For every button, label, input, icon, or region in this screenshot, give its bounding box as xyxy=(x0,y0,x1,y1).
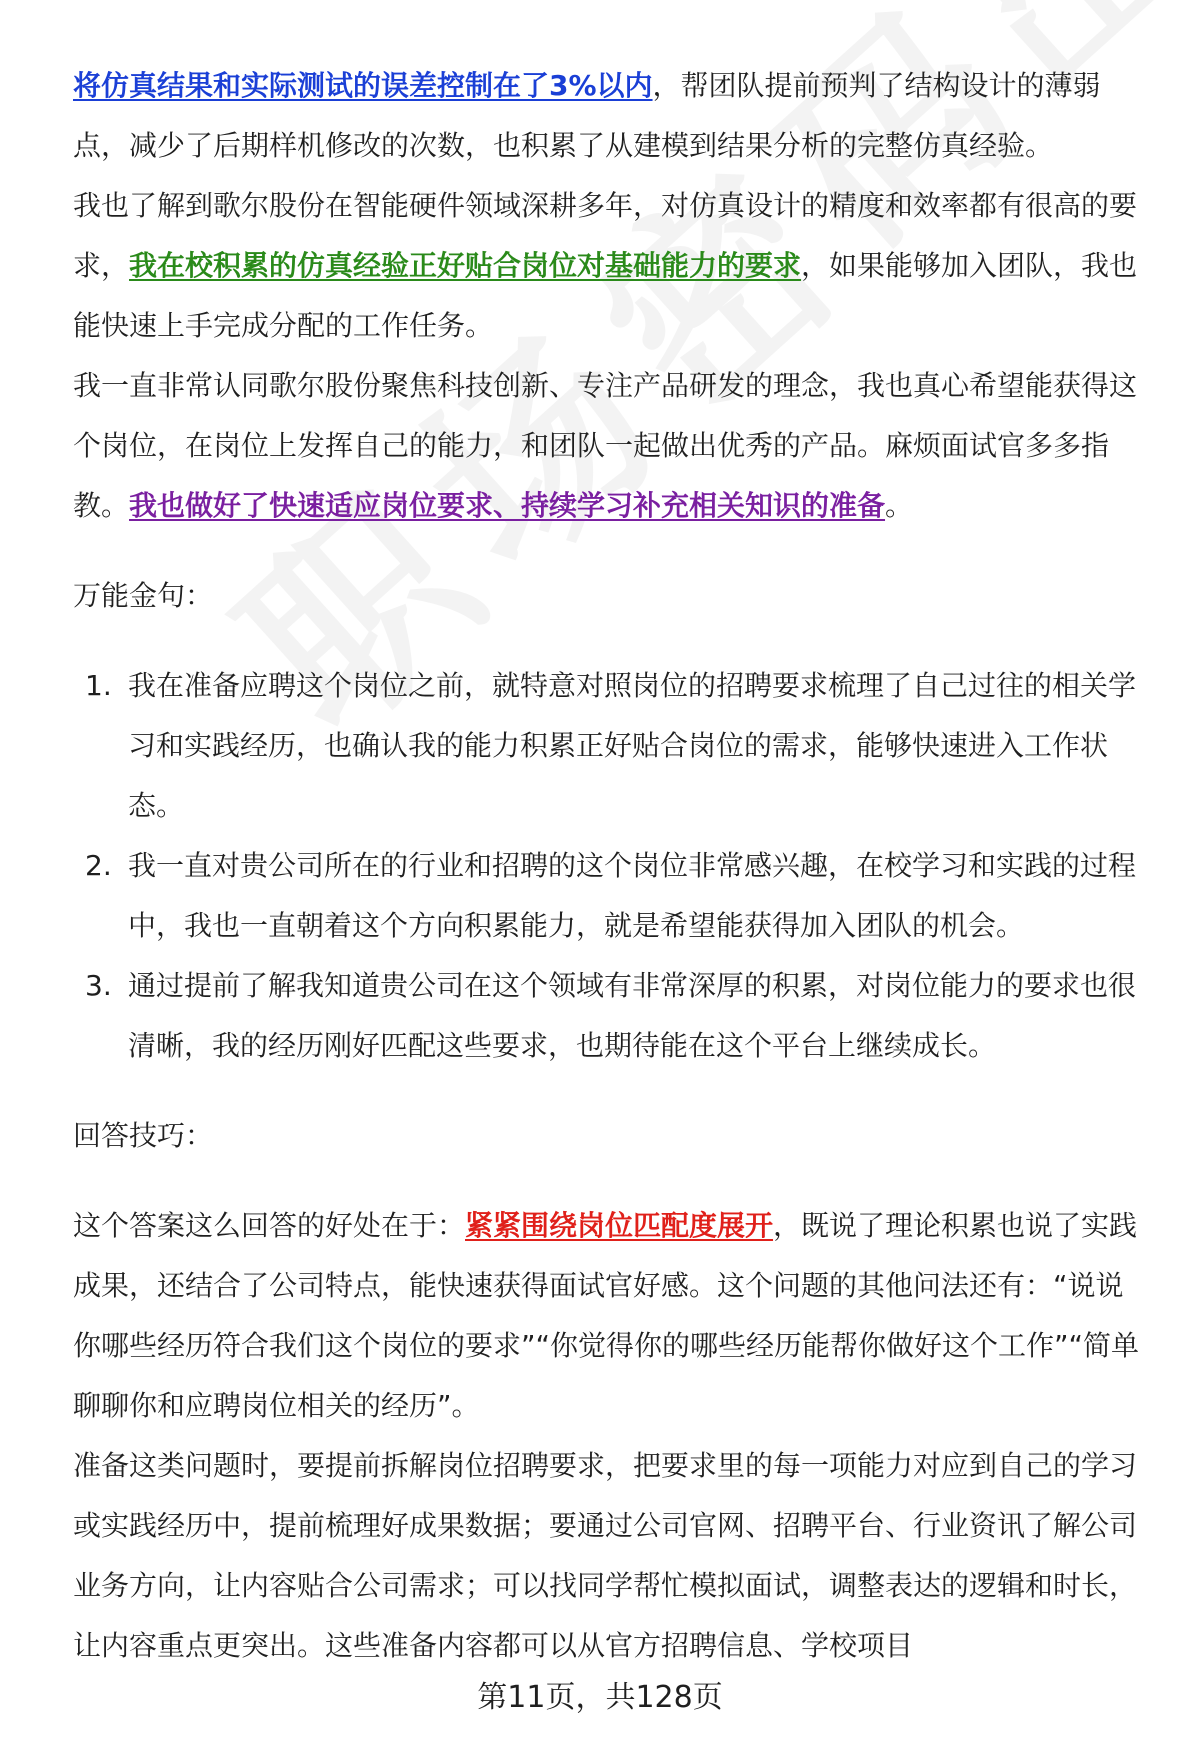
list-item-text: 我在准备应聘这个岗位之前，就特意对照岗位的招聘要求梳理了自己过往的相关学习和实践经历，也确认我的能力积累正好贴合岗位的需求，能够快速进入工作状态。 xyxy=(128,669,1137,822)
list-number: 3. xyxy=(85,969,112,1002)
answer-tips-heading: 回答技巧： xyxy=(73,1119,214,1152)
list-item xyxy=(73,956,1145,1076)
list-item xyxy=(73,656,1145,836)
paragraph-3-pre: 我一直非常认同歌尔股份聚焦科技创新、专注产品研发的理念，我也真心希望能获得这个岗位，在岗位上发挥自己的能力，和团队一起做出优秀的产品。麻烦面试官多多指教。 xyxy=(73,369,1138,522)
paragraph-1 xyxy=(73,56,1145,176)
highlight-purple: 我也做好了快速适应岗位要求、持续学习补充相关知识的准备 xyxy=(129,489,886,522)
page-number: 第11页，共128页 xyxy=(477,1680,723,1715)
paragraph-3-post: 。 xyxy=(885,489,914,522)
golden-sentences-heading: 万能金句： xyxy=(73,579,214,612)
paragraph-2 xyxy=(73,176,1145,356)
document-body xyxy=(73,56,1145,1676)
tips-1-pre: 这个答案这么回答的好处在于： xyxy=(73,1209,466,1242)
list-item-text: 通过提前了解我知道贵公司在这个领域有非常深厚的积累，对岗位能力的要求也很清晰，我的经历刚好匹配这些要求，也期待能在这个平台上继续成长。 xyxy=(128,969,1137,1062)
paragraph-3 xyxy=(73,356,1145,536)
paragraph-2-post: ，如果能够加入团队，我也能快速上手完成分配的工作任务。 xyxy=(73,249,1138,342)
tips-paragraph-2: 准备这类问题时，要提前拆解岗位招聘要求，把要求里的每一项能力对应到自己的学习或实践经历中，提前梳理好成果数据；要通过公司官网、招聘平台、行业资讯了解公司业务方向，让内容贴合公司需求；可以找同学帮忙模拟面试，调整表达的逻辑和时长，让内容重点更突出。这些准备内容都可以从官方招聘信息、学校项目 xyxy=(73,1449,1138,1662)
paragraph-1-text: ，帮团队提前预判了结构设计的薄弱点，减少了后期样机修改的次数，也积累了从建模到结果分析的完整仿真经验。 xyxy=(73,69,1101,162)
golden-sentences-list xyxy=(73,656,1145,1076)
highlight-blue: 将仿真结果和实际测试的误差控制在了3%以内 xyxy=(73,69,653,102)
list-item-text: 我一直对贵公司所在的行业和招聘的这个岗位非常感兴趣，在校学习和实践的过程中，我也一直朝着这个方向积累能力，就是希望能获得加入团队的机会。 xyxy=(128,849,1137,942)
highlight-red: 紧紧围绕岗位匹配度展开 xyxy=(465,1209,774,1242)
list-item xyxy=(73,836,1145,956)
tips-paragraph-1 xyxy=(73,1196,1145,1436)
list-number: 2. xyxy=(85,849,112,882)
list-number: 1. xyxy=(85,669,112,702)
paragraph-2-pre: 我也了解到歌尔股份在智能硬件领域深耕多年，对仿真设计的精度和效率都有很高的要求， xyxy=(73,189,1138,282)
tips-1-post: ，既说了理论积累也说了实践成果，还结合了公司特点，能快速获得面试官好感。这个问题的其他问法还有：“说说你哪些经历符合我们这个岗位的要求”“你觉得你的哪些经历能帮你做好这个工作”“简单聊聊你和应聘岗位相关的经历”。 xyxy=(73,1209,1140,1422)
highlight-green: 我在校积累的仿真经验正好贴合岗位对基础能力的要求 xyxy=(129,249,802,282)
